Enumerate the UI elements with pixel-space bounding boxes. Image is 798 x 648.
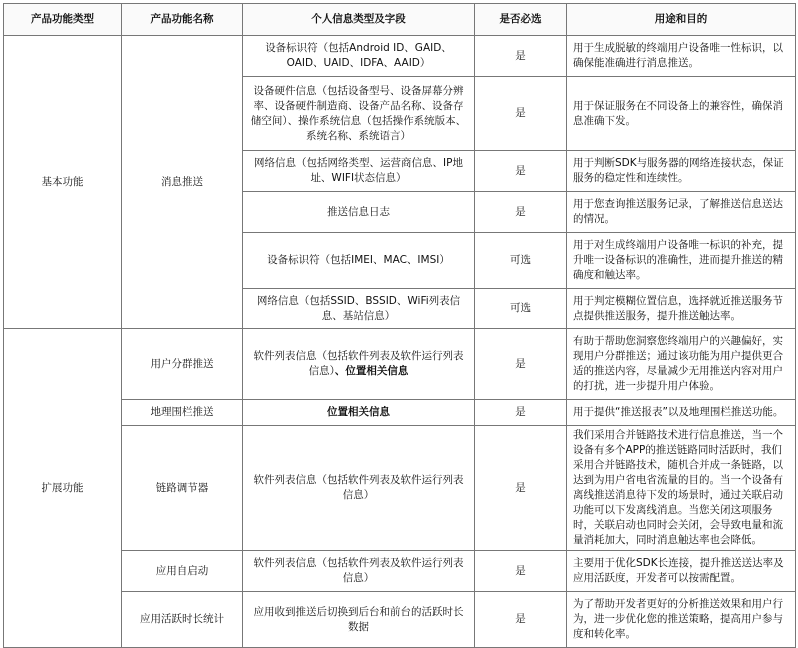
product-name-cell: 应用自启动 — [122, 551, 243, 592]
required-cell: 是 — [475, 400, 567, 426]
required-cell: 是 — [475, 77, 567, 151]
required-cell: 是 — [475, 592, 567, 648]
purpose-cell: 用于生成脱敏的终端用户设备唯一性标识，以确保能准确进行消息推送。 — [567, 36, 796, 77]
required-cell: 是 — [475, 329, 567, 400]
product-type-cell: 基本功能 — [4, 36, 122, 329]
info-field-text: 软件列表信息（包括软件列表及软件运行列表信息） — [253, 557, 464, 584]
required-cell: 可选 — [475, 233, 567, 289]
product-name-cell: 链路调节器 — [122, 426, 243, 551]
info-field-text: 应用收到推送后切换到后台和前台的活跃时长数据 — [253, 605, 464, 633]
header-row — [4, 4, 796, 36]
purpose-cell: 用于判定模糊位置信息，选择就近推送服务节点提供推送服务，提升推送触达率。 — [567, 289, 796, 329]
purpose-cell: 用于保证服务在不同设备上的兼容性，确保消息准确下发。 — [567, 77, 796, 151]
table-row — [4, 36, 796, 77]
info-field-cell: 网络信息（包括网络类型、运营商信息、IP地址、WIFI状态信息） — [243, 151, 475, 192]
required-cell: 是 — [475, 551, 567, 592]
header-required: 是否必选 — [475, 4, 567, 36]
info-field-bold-text: 位置相关信息 — [327, 406, 390, 418]
header-product-type: 产品功能类型 — [4, 4, 122, 36]
table-row — [4, 551, 796, 592]
info-field-text: 软件列表信息（包括软件列表及软件运行列表信息） — [253, 474, 464, 501]
table-row — [4, 426, 796, 551]
info-field-cell — [243, 400, 475, 426]
product-name-cell: 消息推送 — [122, 36, 243, 329]
table-row — [4, 592, 796, 648]
required-cell: 是 — [475, 426, 567, 551]
info-field-text: 软件列表信息（包括软件列表及软件运行列表信息） — [253, 350, 464, 377]
product-name-cell: 地理围栏推送 — [122, 400, 243, 426]
info-field-cell — [243, 551, 475, 592]
info-field-cell: 设备硬件信息（包括设备型号、设备屏幕分辨率、设备硬件制造商、设备产品名称、设备存储空间）、操作系统信息（包括操作系统版本、系统名称、系统语言） — [243, 77, 475, 151]
header-purpose: 用途和目的 — [567, 4, 796, 36]
table-row — [4, 329, 796, 400]
info-field-bold-text: 、位置相关信息 — [334, 365, 409, 377]
table-row — [4, 400, 796, 426]
required-cell: 是 — [475, 192, 567, 233]
required-cell: 是 — [475, 36, 567, 77]
required-cell: 是 — [475, 151, 567, 192]
personal-info-table — [3, 3, 796, 648]
header-info-fields: 个人信息类型及字段 — [243, 4, 475, 36]
purpose-cell: 用于判断SDK与服务器的网络连接状态，保证服务的稳定性和连续性。 — [567, 151, 796, 192]
product-name-cell: 应用活跃时长统计 — [122, 592, 243, 648]
product-type-cell: 扩展功能 — [4, 329, 122, 648]
product-name-cell: 用户分群推送 — [122, 329, 243, 400]
info-field-cell: 网络信息（包括SSID、BSSID、WiFi列表信息、基站信息） — [243, 289, 475, 329]
purpose-cell: 用于对生成终端用户设备唯一标识的补充，提升唯一设备标识的准确性，进而提升推送的精确度和触达率。 — [567, 233, 796, 289]
info-field-cell — [243, 426, 475, 551]
info-field-cell — [243, 329, 475, 400]
required-cell: 可选 — [475, 289, 567, 329]
header-product-name: 产品功能名称 — [122, 4, 243, 36]
info-field-cell — [243, 592, 475, 648]
info-field-cell: 设备标识符（包括Android ID、GAID、OAID、UAID、IDFA、AAID） — [243, 36, 475, 77]
purpose-cell: 用于提供“推送报表”以及地理围栏推送功能。 — [567, 400, 796, 426]
info-field-cell: 推送信息日志 — [243, 192, 475, 233]
purpose-cell: 有助于帮助您洞察您终端用户的兴趣偏好，实现用户分群推送；通过该功能为用户提供更合适的推送内容，尽量减少无用推送内容对用户的打扰，进一步提升用户体验。 — [567, 329, 796, 400]
purpose-cell: 主要用于优化SDK长连接，提升推送送达率及应用活跃度，开发者可以按需配置。 — [567, 551, 796, 592]
purpose-cell: 用于您查询推送服务记录，了解推送信息送达的情况。 — [567, 192, 796, 233]
purpose-cell: 为了帮助开发者更好的分析推送效果和用户行为，进一步优化您的推送策略，提高用户参与度和转化率。 — [567, 592, 796, 648]
purpose-cell: 我们采用合并链路技术进行信息推送，当一个设备有多个APP的推送链路同时活跃时，我们采用合并链路技术，随机合并成一条链路，以达到为用户省电省流量的目的。当一个设备有离线推送消息待下发的场景时，通过关联启动功能可以下发离线消息。当您关闭这项服务时，关联启动也同时会关闭，会导致电量和流量消耗加大，同时消息触达率也会降低。 — [567, 426, 796, 551]
info-field-cell: 设备标识符（包括IMEI、MAC、IMSI） — [243, 233, 475, 289]
